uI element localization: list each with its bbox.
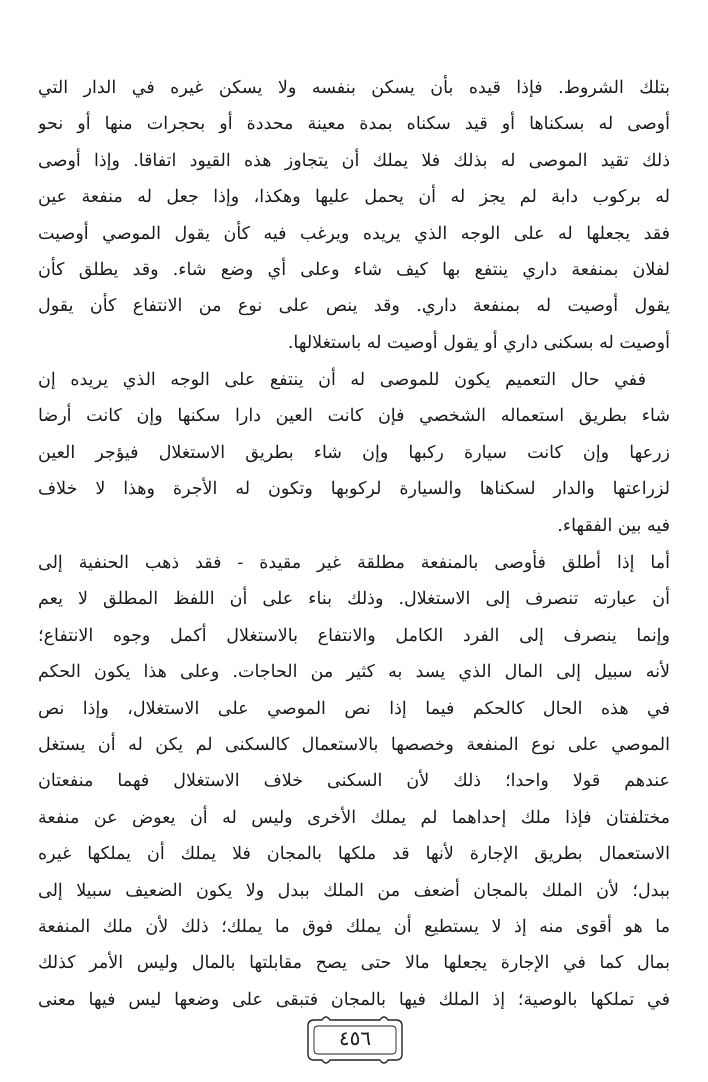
text-line: أوصيت له بسكنى داري أو يقول أوصيت له باستغلالها. — [287, 332, 670, 353]
text-line: عندهم قولا واحدا؛ ذلك لأن السكنى خلاف الاستغلال فهما منفعتان — [38, 771, 670, 792]
text-line: الموصي على نوع المنفعة وخصصها بالاستعمال كالسكنى لم يكن له أن يستغل — [38, 734, 670, 755]
text-line: لأنه سبيل إلى المال الذي يسد به كثير من الحاجات. وعلى هذا يكون الحكم — [38, 662, 670, 683]
page-number-ornament — [300, 1012, 410, 1068]
text-line: الاستعمال بطريق الإجارة لأنها قد ملكها بالمجان فلا يملك أن يملكها غيره — [38, 844, 670, 865]
text-line: في تملكها بالوصية؛ إذ الملك فيها بالمجان فتبقى على وضعها ليس فيها معنى — [38, 989, 670, 1010]
text-line: وإنما ينصرف إلى الفرد الكامل والانتفاع بالاستغلال أكمل وجوه الانتفاع؛ — [38, 625, 670, 646]
text-line: ففي حال التعميم يكون للموصى له أن ينتفع على الوجه الذي يريده إن — [38, 370, 646, 390]
text-line: له بركوب دابة لم يجز له أن يحمل عليها وهكذا، وإذا جعل له منفعة عين — [38, 187, 670, 208]
text-line: ذلك تقيد الموصى له بذلك فلا يملك أن يتجاوز هذه القيود اتفاقا. وإذا أوصى — [38, 150, 670, 171]
text-line: شاء بطريق استعماله الشخصي فإن كانت العين دارا سكنها وإن كانت أرضا — [38, 406, 670, 427]
text-line: بمال كما في الإجارة يجعلها مالا حتى يصح مقابلتها بالمال وليس الأمر كذلك — [38, 953, 670, 974]
text-line: أوصى له بسكناها أو قيد سكناه بمدة معينة محددة أو بحجرات منها أو نحو — [38, 114, 670, 135]
text-line: أن عبارته تنصرف إلى الاستغلال. وذلك بناء على أن اللفظ المطلق لا يعم — [38, 589, 670, 610]
text-line: فيه بين الفقهاء. — [557, 515, 670, 536]
paragraph-2 — [38, 362, 670, 544]
text-line: أما إذا أطلق فأوصى بالمنفعة مطلقة غير مقيدة - فقد ذهب الحنفية إلى — [38, 553, 670, 573]
page-number: ٤٥٦ — [338, 1026, 372, 1050]
text-line: بتلك الشروط. فإذا قيده بأن يسكن بنفسه ولا يسكن غيره في الدار التي — [38, 78, 670, 98]
text-line: زرعها وإن كانت سيارة ركبها وإن شاء بطريق الاستغلال فيؤجر العين — [38, 442, 670, 463]
text-line: ببدل؛ لأن الملك بالمجان أضعف من الملك ببدل ولا يكون الضعيف سبيلا إلى — [38, 880, 670, 901]
paragraph-1 — [38, 70, 670, 361]
text-line: يقول أوصيت له بمنفعة داري. وقد ينص على نوع من الانتفاع كأن يقول — [38, 296, 670, 317]
text-line: ما هو أقوى منه إذ لا يستطيع أن يملك فوق ما يملك؛ ذلك لأن ملك المنفعة — [38, 916, 670, 937]
text-line: فقد يجعلها له على الوجه الذي يريده ويرغب فيه كأن يقول الموصي أوصيت — [38, 223, 670, 244]
text-line: لفلان بمنفعة داري ينتفع بها كيف شاء وعلى أي وضع شاء. وقد يطلق كأن — [38, 259, 670, 280]
text-line: لزراعتها والدار لسكناها والسيارة لركوبها وتكون له الأجرة وهذا لا خلاف — [38, 479, 670, 500]
text-line: مختلفتان فإذا ملك إحداهما لم يملك الأخرى وليس له أن يعوض عن منفعة — [38, 807, 670, 828]
paragraph-3 — [38, 545, 670, 1018]
text-line: في هذه الحال كالحكم فيما إذا نص الموصي على الاستغلال، وإذا نص — [38, 698, 670, 719]
